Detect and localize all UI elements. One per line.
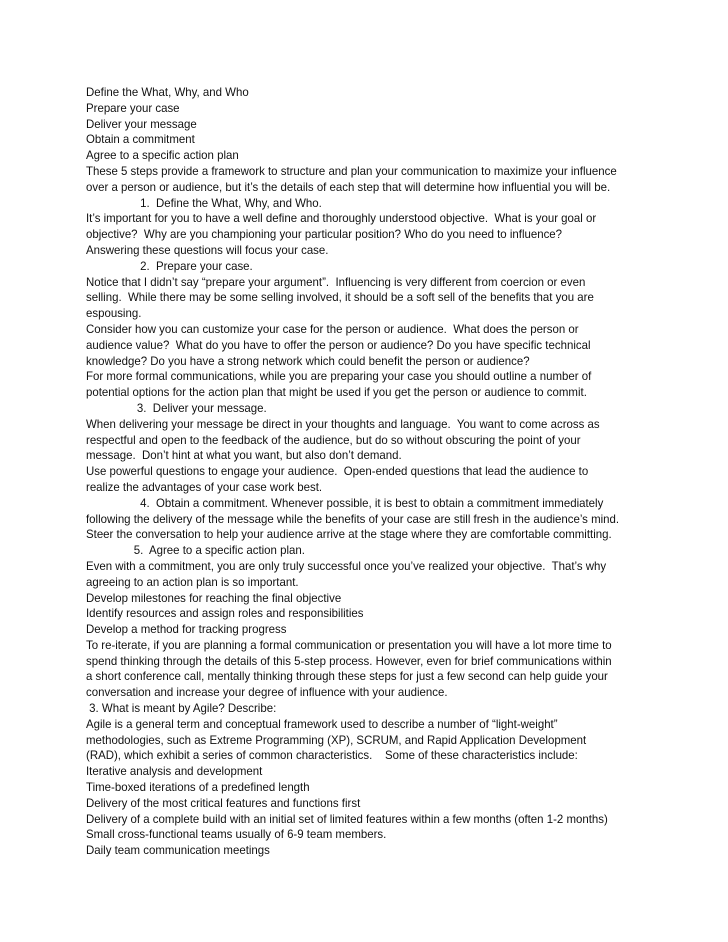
text-line: Consider how you can customize your case for the person or audience. What does the person or bbox=[86, 322, 579, 336]
text-line: knowledge? Do you have a strong network which could benefit the person or audience? bbox=[86, 354, 530, 368]
text-line: Deliver your message bbox=[86, 117, 197, 131]
document-body bbox=[86, 85, 726, 859]
text-line: a short conference call, mentally thinking through these steps for just a few second can help guide your bbox=[86, 670, 608, 684]
text-line: (RAD), which exhibit a series of common characteristics. Some of these characteristics include: bbox=[86, 749, 578, 763]
text-line: When delivering your message be direct in your thoughts and language. You want to come across as bbox=[86, 417, 600, 431]
text-line: Identify resources and assign roles and responsibilities bbox=[86, 607, 364, 621]
text-line: These 5 steps provide a framework to structure and plan your communication to maximize your influence bbox=[86, 164, 617, 178]
text-line: Iterative analysis and development bbox=[86, 765, 263, 779]
text-line: Agree to a specific action plan bbox=[86, 149, 239, 163]
text-line: selling. While there may be some selling involved, it should be a soft sell of the benefits that you are bbox=[86, 291, 594, 305]
text-line: Delivery of the most critical features and functions first bbox=[86, 796, 361, 810]
text-line: espousing. bbox=[86, 307, 142, 321]
text-line: message. Don’t hint at what you want, but also don’t demand. bbox=[86, 449, 402, 463]
text-line: respectful and open to the feedback of the audience, but do so without obscuring the point of your bbox=[86, 433, 581, 447]
section-heading: 5. Agree to a specific action plan. bbox=[86, 544, 305, 558]
text-line: Obtain a commitment bbox=[86, 133, 195, 147]
section-heading: 2. Prepare your case. bbox=[86, 259, 253, 273]
text-line: Delivery of a complete build with an initial set of limited features within a few months (often 1-2 months) bbox=[86, 812, 608, 826]
section-heading: 1. Define the What, Why, and Who. bbox=[86, 196, 322, 210]
section-heading: 3. What is meant by Agile? Describe: bbox=[86, 702, 277, 716]
text-line: Daily team communication meetings bbox=[86, 844, 270, 858]
text-line: Notice that I didn’t say “prepare your argument”. Influencing is very different from coercion or even bbox=[86, 275, 586, 289]
text-line: Steer the conversation to help your audience arrive at the stage where they are comfortable committing. bbox=[86, 528, 612, 542]
text-line: Use powerful questions to engage your audience. Open-ended questions that lead the audience to bbox=[86, 465, 589, 479]
text-line: methodologies, such as Extreme Programming (XP), SCRUM, and Rapid Application Development bbox=[86, 733, 587, 747]
text-line: audience value? What do you have to offer the person or audience? Do you have specific technical bbox=[86, 338, 591, 352]
text-line: over a person or audience, but it’s the details of each step that will determine how influential you will be. bbox=[86, 180, 611, 194]
text-line: conversation and increase your degree of influence with your audience. bbox=[86, 686, 448, 700]
text-line: Time-boxed iterations of a predefined length bbox=[86, 781, 310, 795]
text-line: objective? Why are you championing your particular position? Who do you need to influence? bbox=[86, 228, 563, 242]
text-line: Define the What, Why, and Who bbox=[86, 86, 249, 99]
text-line: spend thinking through the details of this 5-step process. However, even for brief communications within bbox=[86, 654, 612, 668]
text-line: following the delivery of the message while the benefits of your case are still fresh in the audience’s mind. bbox=[86, 512, 620, 526]
text-line: To re-iterate, if you are planning a formal communication or presentation you will have a lot more time to bbox=[86, 638, 612, 652]
text-line: Develop a method for tracking progress bbox=[86, 623, 287, 637]
text-line: potential options for the action plan that might be used if you get the person or audience to commit. bbox=[86, 386, 587, 400]
text-line: For more formal communications, while you are preparing your case you should outline a number of bbox=[86, 370, 592, 384]
text-line: realize the advantages of your case work best. bbox=[86, 480, 323, 494]
text-line: Answering these questions will focus your case. bbox=[86, 243, 329, 257]
text-line: Agile is a general term and conceptual framework used to describe a number of “light-weight” bbox=[86, 717, 558, 731]
section-heading: 3. Deliver your message. bbox=[86, 401, 267, 415]
text-line: agreeing to an action plan is so important. bbox=[86, 575, 299, 589]
section-heading: 4. Obtain a commitment. Whenever possible, it is best to obtain a commitment immediately bbox=[86, 496, 604, 510]
text-line: It’s important for you to have a well define and thoroughly understood objective. What is your goal or bbox=[86, 212, 597, 226]
text-line: Prepare your case bbox=[86, 101, 180, 115]
text-line: Develop milestones for reaching the final objective bbox=[86, 591, 342, 605]
text-line: Small cross-functional teams usually of 6-9 team members. bbox=[86, 828, 387, 842]
text-line: Even with a commitment, you are only truly successful once you’ve realized your objective. That’s why bbox=[86, 559, 607, 573]
